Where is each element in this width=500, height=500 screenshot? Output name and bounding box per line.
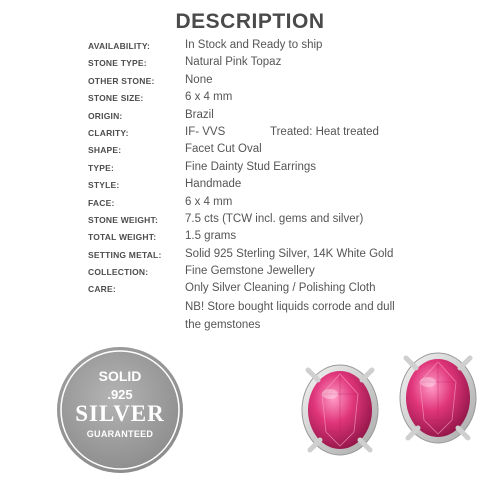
spec-value: Fine Gemstone Jewellery (185, 265, 315, 278)
spec-label: TYPE: (88, 162, 115, 173)
spec-label: STONE SIZE: (88, 93, 144, 104)
spec-label: STONE TYPE: (88, 58, 147, 69)
spec-row-stone-type (88, 56, 488, 73)
spec-label: FACE: (88, 197, 115, 208)
spec-label: STYLE: (88, 180, 120, 191)
page-title: DESCRIPTION (175, 10, 325, 33)
spec-row-origin (88, 109, 488, 126)
spec-label: STONE WEIGHT: (88, 214, 158, 225)
spec-row-total-weight (88, 230, 488, 247)
spec-value: Only Silver Cleaning / Polishing Cloth (185, 282, 376, 295)
spec-label: COLLECTION: (88, 267, 149, 278)
spec-label: AVAILABILITY: (88, 41, 151, 51)
spec-row-stone-weight (88, 213, 488, 230)
care-note-line-2: the gemstones (185, 319, 261, 331)
badge-guaranteed-text: GUARANTEED (86, 429, 154, 439)
pink-topaz-earrings-icon (296, 342, 486, 472)
spec-label: TOTAL WEIGHT: (88, 232, 157, 243)
care-note-line-1: NB! Store bought liquids corrode and dull (185, 301, 395, 313)
spec-value: 1.5 grams (185, 230, 237, 243)
spec-row-availability (88, 39, 488, 56)
spec-value: Facet Cut Oval (185, 143, 262, 156)
badge-silver-text: SILVER (75, 401, 165, 426)
spec-row-care (88, 282, 488, 299)
spec-row-shape (88, 143, 488, 160)
badge-925-text: .925 (107, 387, 133, 402)
solid-silver-badge (56, 346, 184, 474)
spec-label: SHAPE: (88, 145, 122, 156)
spec-row-style (88, 178, 488, 195)
spec-value: In Stock and Ready to ship (185, 39, 323, 51)
spec-row-type (88, 161, 488, 178)
spec-value: None (185, 73, 213, 86)
spec-label: SETTING METAL: (88, 249, 162, 260)
spec-row-clarity (88, 126, 488, 143)
spec-value: 7.5 cts (TCW incl. gems and silver) (185, 212, 364, 225)
product-image (296, 342, 486, 477)
spec-row-face (88, 196, 488, 213)
spec-label: CLARITY: (88, 127, 129, 138)
spec-label: CARE: (88, 284, 116, 295)
spec-row-other-stone (88, 74, 488, 91)
spec-value: 6 x 4 mm (185, 91, 233, 104)
spec-row-stone-size (88, 91, 488, 108)
spec-row-collection (88, 265, 488, 282)
spec-value: 6 x 4 mm (185, 195, 233, 208)
spec-label: ORIGIN: (88, 110, 123, 121)
spec-label: OTHER STONE: (88, 75, 155, 86)
spec-row-setting-metal (88, 248, 488, 265)
spec-value: Brazil (185, 108, 214, 121)
treatment-note: Treated: Heat treated (270, 125, 379, 138)
spec-value: Solid 925 Sterling Silver, 14K White Gold (185, 247, 394, 260)
spec-value: Handmade (185, 178, 242, 191)
spec-value: Fine Dainty Stud Earrings (185, 160, 317, 173)
spec-value: Natural Pink Topaz (185, 56, 282, 69)
spec-list (88, 39, 488, 300)
spec-value: IF- VVS (185, 125, 226, 138)
badge-solid-text: SOLID (98, 368, 142, 384)
